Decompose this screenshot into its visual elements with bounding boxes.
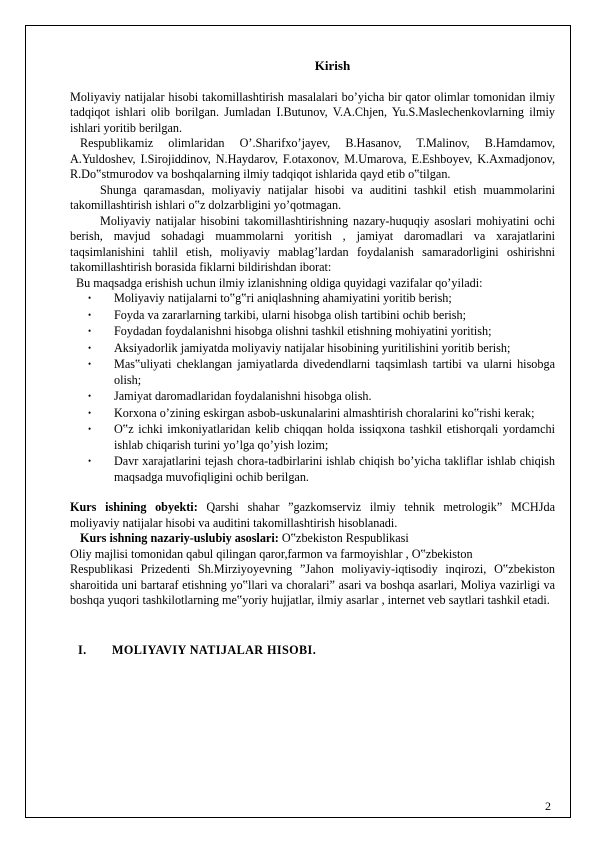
paragraph-basis-line3: Respublikasi Prizedenti Sh.Mirziyoyevning ”Jahon moliyaviy-iqtisodiy inqirozi, O‟zbekiston sharoitida uni bartaraf etishning yo‟llari va choralari” asari va boshqa asarlari, Moliya vazirligi va boshqa yuqori tashkilotlarning me‟yoriy hujjatlar, ilmiy asarlar , internet veb saytlari tashkil etadi. (70, 562, 555, 607)
list-item-text: Korxona o’zining eskirgan asbob-uskunalarini almashtirish choralarini ko‟rishi kerak; (114, 405, 535, 420)
bullet-icon: • (88, 391, 92, 401)
list-item-text: O‟z ichki imkoniyatlaridan kelib chiqqan holda issiqxona tashkil etishorqali yordamchi ishlab chiqarish turini yo’lga qo’yish lozim; (114, 422, 555, 452)
bullet-icon: • (88, 407, 92, 418)
paragraph-basis (70, 531, 555, 547)
list-item (70, 406, 555, 422)
paragraph-tasks-intro: Bu maqsadga erishish uchun ilmiy izlanishning oldiga quyidagi vazifalar qo’yiladi: (76, 275, 483, 290)
page-number: 2 (545, 799, 551, 813)
list-item-text: Aksiyadorlik jamiyatda moliyaviy natijalar hisobining yuritilishini yoritib berish; (114, 340, 511, 355)
basis-text: O‟zbekiston Respublikasi (278, 531, 409, 545)
list-item-text: Jamiyat daromadlaridan foydalanishni hisobga olish. (114, 389, 372, 403)
object-text: Qarshi shahar ”gazkomserviz ilmiy tehnik metrologik” MCHJda moliyaviy natijalar hisobi va auditini takomillashtirish hisoblanadi. (70, 500, 555, 530)
page-content (70, 58, 555, 658)
list-item (70, 454, 555, 485)
bullet-icon: • (88, 359, 92, 369)
section-heading (70, 643, 555, 659)
list-item (70, 324, 555, 340)
paragraph-object (70, 500, 555, 531)
list-item-text: Foydadan foydalanishni hisobga olishni tashkil etishning mohiyatini yoritish; (114, 324, 492, 338)
spacer (70, 609, 555, 643)
paragraph-intro: Moliyaviy natijalar hisobi takomillashtirish masalalari bo’yicha bir qator olimlar tomonidan ilmiy tadqiqot ishlari olib borilgan. Jumladan I.Butunov, V.A.Chjen, Yu.S.Maslechenkovlarning ilmiy ishlari yoritib berilgan. (70, 89, 555, 135)
list-item (70, 389, 555, 405)
task-list (70, 291, 555, 485)
page-title: Kirish (314, 58, 351, 73)
list-item (70, 308, 555, 324)
list-item (70, 291, 555, 307)
bullet-icon: • (88, 293, 92, 303)
basis-label: Kurs ishning nazariy-uslubiy asoslari: (80, 531, 279, 545)
paragraph-purpose: Moliyaviy natijalar hisobini takomillashtirishning nazary-huquqiy asoslari mohiyatini ochi berish, mavjud sohadagi muammolarni yoritish , jamiyat daromadlari va xarajatlarini taqsimlanishini tahlil etish, moliyaviy mablag’lardan foydalanish samaradorligini oshirishni takomillashtirish borasida fiklarni bildirishdan iborat: (70, 213, 555, 274)
bullet-icon: • (88, 309, 92, 320)
paragraph-relevance: Shunga qaramasdan, moliyaviy natijalar hisobi va auditini tashkil etish muammolarini takomillashtirish ishlari o‟z dolzarbligini yo’qotmagan. (70, 182, 555, 212)
paragraph-scholars: Respublikamiz olimlaridan O’.Sharifxo’jayev, B.Hasanov, T.Malinov, B.Hamdamov, A.Yuldoshev, I.Sirojiddinov, N.Haydarov, F.otaxonov, M.Umarova, E.Eshboyev, K.Axmadjonov, R.Do‟stmurodov va boshqalarning ilmiy tadqiqot ishlarida qayd etib o‟tilgan. (70, 136, 555, 181)
list-item (70, 341, 555, 357)
bullet-icon: • (88, 342, 92, 353)
section-number: I. (78, 642, 87, 657)
list-item-text: Moliyaviy natijalarni to‟g‟ri aniqlashning ahamiyatini yoritib berish; (114, 291, 452, 305)
list-item-text: Davr xarajatlarini tejash chora-tadbirlarini ishlab chiqish bo’yicha takliflar ishlab chiqish maqsadga muvofiqligini ochib berilgan. (114, 454, 555, 484)
list-item-text: Foyda va zararlarning tarkibi, ularni hisobga olish tartibini ochib berish; (114, 307, 466, 322)
list-item-text: Mas‟uliyati cheklangan jamiyatlarda divedendlarni taqsimlash tartibi va ularni hisobga olish; (114, 357, 555, 387)
bullet-icon: • (88, 326, 92, 336)
list-item (70, 357, 555, 388)
bullet-icon: • (88, 424, 92, 434)
paragraph-basis-line2: Oliy majlisi tomonidan qabul qilingan qaror,farmon va farmoyishlar , O‟zbekiston (70, 546, 473, 561)
object-label: Kurs ishining obyekti: (70, 500, 198, 514)
bullet-icon: • (88, 456, 92, 466)
section-title: MOLIYAVIY NATIJALAR HISOBI. (112, 642, 317, 657)
list-item (70, 422, 555, 453)
spacer (70, 486, 555, 500)
